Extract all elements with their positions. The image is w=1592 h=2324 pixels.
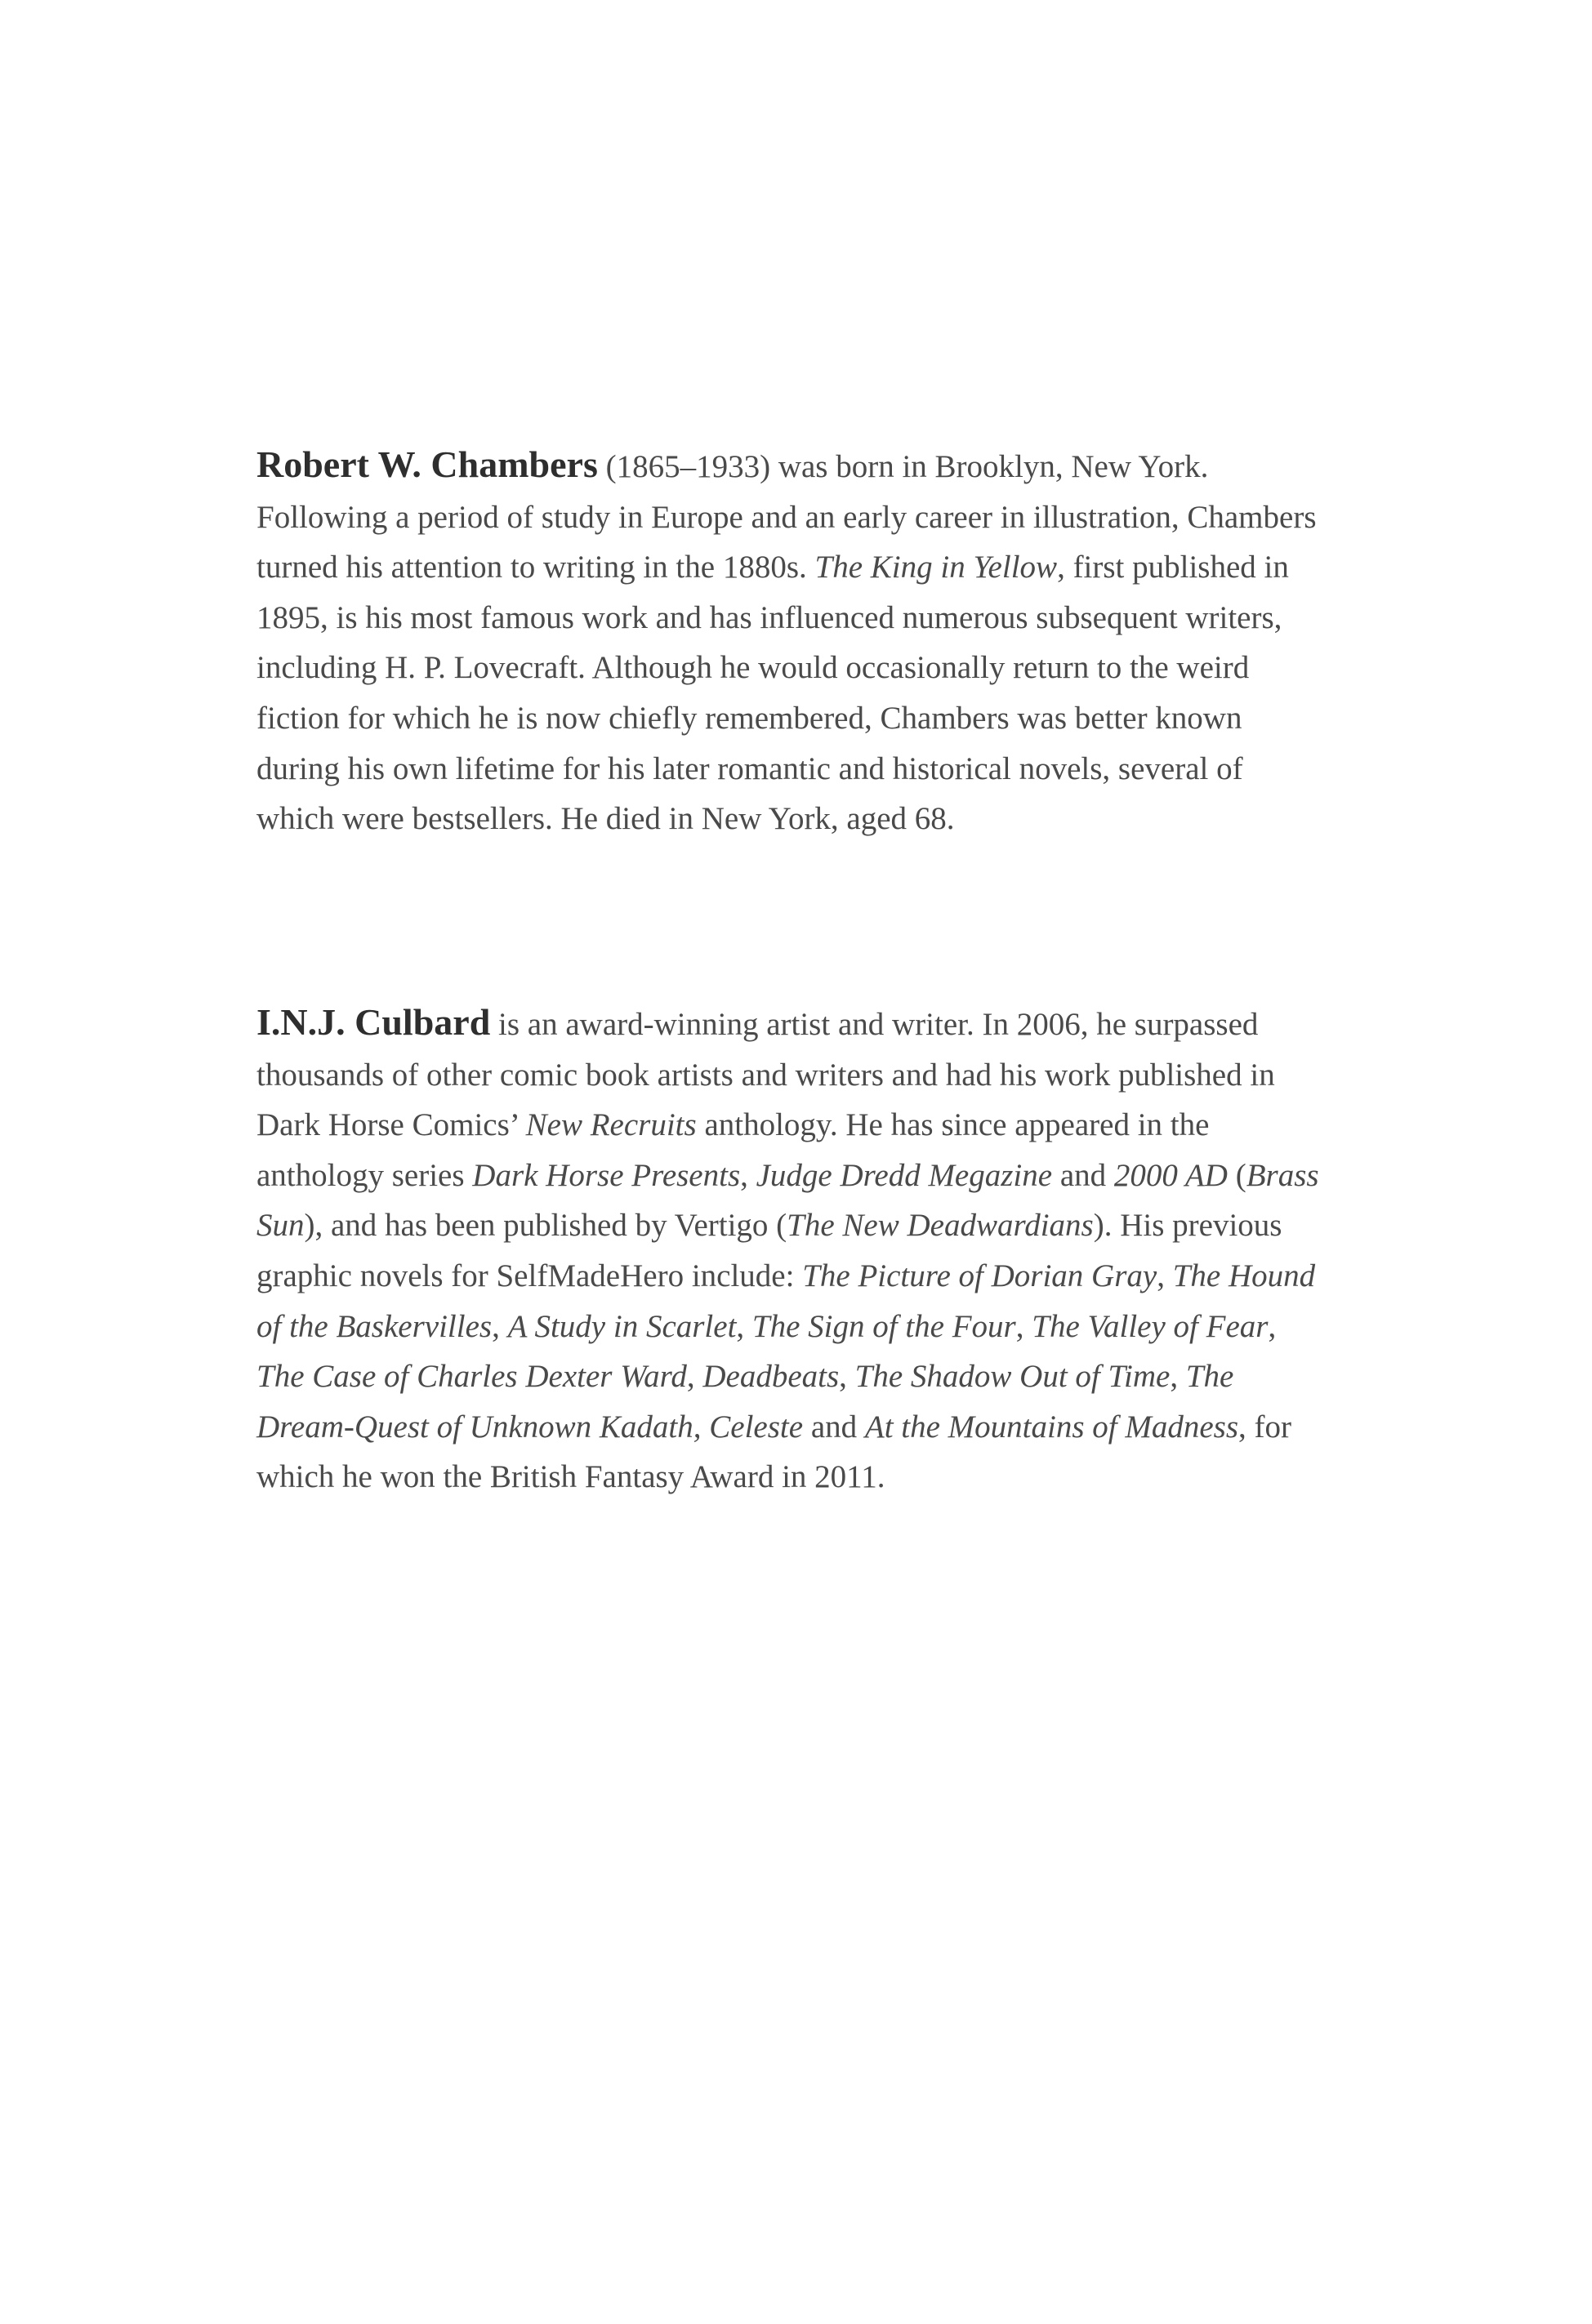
italic-title: The Case of Charles Dexter Ward [256, 1359, 687, 1395]
italic-title: A Study in Scarlet [507, 1308, 737, 1344]
bio-text [256, 449, 1317, 836]
bio-text-run: , [1015, 1308, 1032, 1344]
italic-title: The Picture of Dorian Gray [802, 1258, 1157, 1293]
bio-text-run: , for which he won the British Fantasy Award in 2011. [256, 1409, 1291, 1495]
bio-text-run: and [1052, 1157, 1114, 1193]
italic-title: The Dream-Quest of Unknown Kadath, Celeste [256, 1359, 1234, 1445]
bio-text [256, 1007, 1319, 1494]
bio-inj-culbard [256, 997, 1327, 1503]
italic-title: Judge Dredd Megazine [756, 1157, 1053, 1193]
author-name: Robert W. Chambers [256, 443, 598, 485]
italic-title: Deadbeats [702, 1359, 840, 1395]
bio-text-run: , [1170, 1359, 1186, 1395]
bio-text-run: , [736, 1308, 752, 1344]
bio-text-run: ), and has been published by Vertigo ( [304, 1208, 787, 1244]
bio-text-run: ( [1227, 1157, 1246, 1193]
bio-text-run: ). His previous graphic novels for SelfMadeHero include: [256, 1208, 1282, 1293]
italic-title: Brass Sun [256, 1157, 1319, 1244]
italic-title: At the Mountains of Madness [864, 1409, 1239, 1445]
bio-text-run: (1865–1933) was born in Brooklyn, New York. Following a period of study in Europe and an early career in illustration, Chambers turned his attention to writing in the 1880s. [256, 449, 1317, 585]
bio-text-run: , [686, 1359, 703, 1395]
author-name: I.N.J. Culbard [256, 1001, 491, 1043]
bio-text-run: , [839, 1359, 855, 1395]
italic-title: The Shadow Out of Time [854, 1359, 1171, 1395]
italic-title: The Valley of Fear [1032, 1308, 1269, 1344]
bio-text-run: , first published in 1895, is his most famous work and has influenced numerous subsequent writers, including H. P. Lovecraft. Although he would occasionally return to the weird fiction for which he is now chiefly remembered, Chambers was better known during his own lifetime for his later romantic and historical novels, several of which were bestsellers. He died in New York, aged 68. [256, 550, 1289, 837]
bio-text-run: , [740, 1157, 756, 1193]
bio-text-run: is an award-winning artist and writer. In 2006, he surpassed thousands of other comic book artists and writers and had his work published in Dark Horse Comics’ [256, 1007, 1275, 1143]
italic-title: New Recruits [525, 1107, 697, 1143]
bio-robert-w-chambers [256, 439, 1327, 844]
bio-text-run: , [492, 1308, 508, 1344]
bio-text-run: , [1268, 1308, 1277, 1344]
italic-title: The Hound of the Baskervilles [256, 1258, 1316, 1344]
bio-text-run: anthology. He has since appeared in the anthology series [256, 1107, 1210, 1193]
italic-title: The Sign of the Four [751, 1308, 1016, 1344]
italic-title: Dark Horse Presents [472, 1157, 741, 1193]
italic-title: The King in Yellow [814, 550, 1058, 585]
bio-text-run: and [803, 1409, 865, 1445]
italic-title: The New Deadwardians [787, 1208, 1094, 1244]
italic-title: 2000 AD [1113, 1157, 1228, 1193]
bio-text-run: , [1157, 1258, 1173, 1293]
